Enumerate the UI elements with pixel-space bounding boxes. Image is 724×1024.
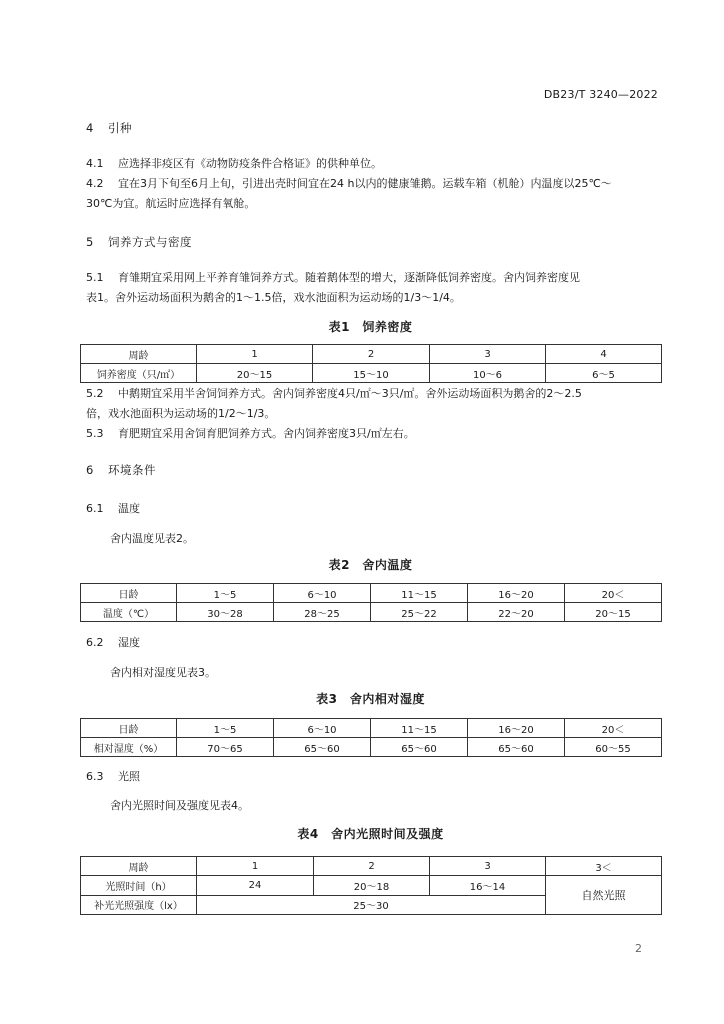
table-header-cell: 6～10 — [274, 719, 371, 738]
section-6-heading — [86, 462, 660, 478]
subsection-title: 湿度 — [118, 636, 140, 649]
table-header-cell: 3 — [430, 857, 546, 876]
table-cell: 16～14 — [430, 876, 546, 896]
clause-5-3 — [86, 424, 660, 444]
section-title: 引种 — [108, 121, 132, 135]
clause-5-2 — [86, 384, 660, 424]
page-number: 2 — [635, 942, 642, 955]
table-4-caption: 表4 舍内光照时间及强度 — [297, 827, 444, 841]
table-row — [81, 345, 662, 364]
clause-text: 育雏期宜采用网上平养育雏饲养方式。随着鹅体型的增大，逐渐降低饲养密度。舍内饲养密度见 — [118, 271, 580, 284]
table-header-cell: 20＜ — [565, 584, 662, 603]
table-cell: 65～60 — [371, 738, 468, 757]
table-header-cell: 4 — [546, 345, 662, 364]
document-code: DB23/T 3240—2022 — [543, 88, 658, 101]
section-4-heading — [86, 120, 660, 136]
subsection-6-1-heading — [86, 500, 660, 516]
table-4-lighting — [80, 856, 662, 915]
clause-number: 5.1 — [86, 271, 104, 284]
section-number: 5 — [86, 235, 94, 249]
clause-4-1 — [86, 154, 660, 174]
table-cell: 相对湿度（%） — [81, 738, 177, 757]
table-header-cell: 周龄 — [81, 345, 197, 364]
clause-text-continued: 倍，戏水池面积为运动场的1/2～1/3。 — [86, 407, 276, 420]
table-3-caption: 表3 舍内相对湿度 — [316, 692, 425, 706]
table-header-cell: 1～5 — [177, 584, 274, 603]
table-cell-merged: 自然光照 — [546, 876, 662, 915]
table-header-cell: 20＜ — [565, 719, 662, 738]
table-cell: 65～60 — [274, 738, 371, 757]
table-header-cell: 11～15 — [371, 719, 468, 738]
table-cell: 15～10 — [313, 364, 430, 383]
table-2-caption: 表2 舍内温度 — [328, 558, 413, 572]
section-title: 环境条件 — [108, 463, 156, 477]
table-cell: 60～55 — [565, 738, 662, 757]
table-2-indoor-temperature — [80, 583, 662, 622]
table-header-cell: 11～15 — [371, 584, 468, 603]
table-row — [81, 719, 662, 738]
table-header-cell: 6～10 — [274, 584, 371, 603]
table-row — [81, 603, 662, 622]
subsection-title: 光照 — [118, 770, 140, 783]
section-5-heading — [86, 234, 660, 250]
table-1-stocking-density — [80, 344, 662, 383]
table-row — [81, 584, 662, 603]
table-header-cell: 周龄 — [81, 857, 197, 876]
clause-text: 应选择非疫区有《动物防疫条件合格证》的供种单位。 — [118, 157, 382, 170]
table-header-cell: 日龄 — [81, 719, 177, 738]
table-cell: 20～15 — [197, 364, 313, 383]
clause-4-2 — [86, 174, 660, 214]
table-cell: 20～18 — [314, 876, 430, 896]
subsection-6-2-heading — [86, 634, 660, 650]
table-header-cell: 2 — [314, 857, 430, 876]
table-cell: 65～60 — [468, 738, 565, 757]
clause-number: 4.2 — [86, 177, 104, 190]
clause-text: 中鹅期宜采用半舍饲饲养方式。舍内饲养密度4只/㎡～3只/㎡。舍外运动场面积为鹅舍的2～2.5 — [118, 387, 582, 400]
table-row — [81, 364, 662, 383]
clause-number: 5.3 — [86, 427, 104, 440]
subsection-number: 6.3 — [86, 770, 104, 783]
subsection-number: 6.1 — [86, 502, 104, 515]
table-cell-merged: 25～30 — [197, 895, 546, 915]
subsection-6-2-text: 舍内相对湿度见表3。 — [110, 666, 216, 679]
table-row — [81, 738, 662, 757]
subsection-title: 温度 — [118, 502, 140, 515]
table-cell: 饲养密度（只/㎡） — [81, 364, 197, 383]
table-cell: 光照时间（h） — [81, 876, 197, 896]
section-number: 4 — [86, 121, 94, 135]
table-cell: 温度（℃） — [81, 603, 177, 622]
table-1-caption: 表1 饲养密度 — [328, 320, 413, 334]
subsection-6-3-heading — [86, 768, 660, 784]
clause-text-continued: 表1。舍外运动场面积为鹅舍的1～1.5倍，戏水池面积为运动场的1/3～1/4。 — [86, 291, 461, 304]
table-cell: 30～28 — [177, 603, 274, 622]
table-cell: 补光光照强度（lx） — [81, 895, 197, 915]
table-header-cell: 2 — [313, 345, 430, 364]
clause-5-1 — [86, 268, 660, 308]
table-header-cell: 日龄 — [81, 584, 177, 603]
table-cell: 22～20 — [468, 603, 565, 622]
table-cell: 24 — [197, 876, 314, 896]
clause-number: 5.2 — [86, 387, 104, 400]
table-header-cell: 16～20 — [468, 719, 565, 738]
table-cell: 6～5 — [546, 364, 662, 383]
section-title: 饲养方式与密度 — [108, 235, 192, 249]
subsection-number: 6.2 — [86, 636, 104, 649]
table-row — [81, 876, 662, 896]
table-cell: 25～22 — [371, 603, 468, 622]
clause-number: 4.1 — [86, 157, 104, 170]
clause-text: 宜在3月下旬至6月上旬，引进出壳时间宜在24 h以内的健康雏鹅。运载车箱（机舱）内温度以25℃～ — [118, 177, 612, 190]
table-header-cell: 16～20 — [468, 584, 565, 603]
table-cell: 20～15 — [565, 603, 662, 622]
table-header-cell: 3＜ — [546, 857, 662, 876]
clause-text-continued: 30℃为宜。航运时应选择有氧舱。 — [86, 197, 256, 210]
table-header-cell: 3 — [430, 345, 546, 364]
subsection-6-3-text: 舍内光照时间及强度见表4。 — [110, 799, 249, 812]
table-cell: 10～6 — [430, 364, 546, 383]
table-header-cell: 1～5 — [177, 719, 274, 738]
table-header-cell: 1 — [197, 857, 314, 876]
table-cell: 28～25 — [274, 603, 371, 622]
table-row — [81, 857, 662, 876]
clause-text: 育肥期宜采用舍饲育肥饲养方式。舍内饲养密度3只/㎡左右。 — [118, 427, 415, 440]
section-number: 6 — [86, 463, 94, 477]
table-header-cell: 1 — [197, 345, 313, 364]
table-cell: 70～65 — [177, 738, 274, 757]
table-3-relative-humidity — [80, 718, 662, 757]
subsection-6-1-text: 舍内温度见表2。 — [110, 532, 194, 545]
